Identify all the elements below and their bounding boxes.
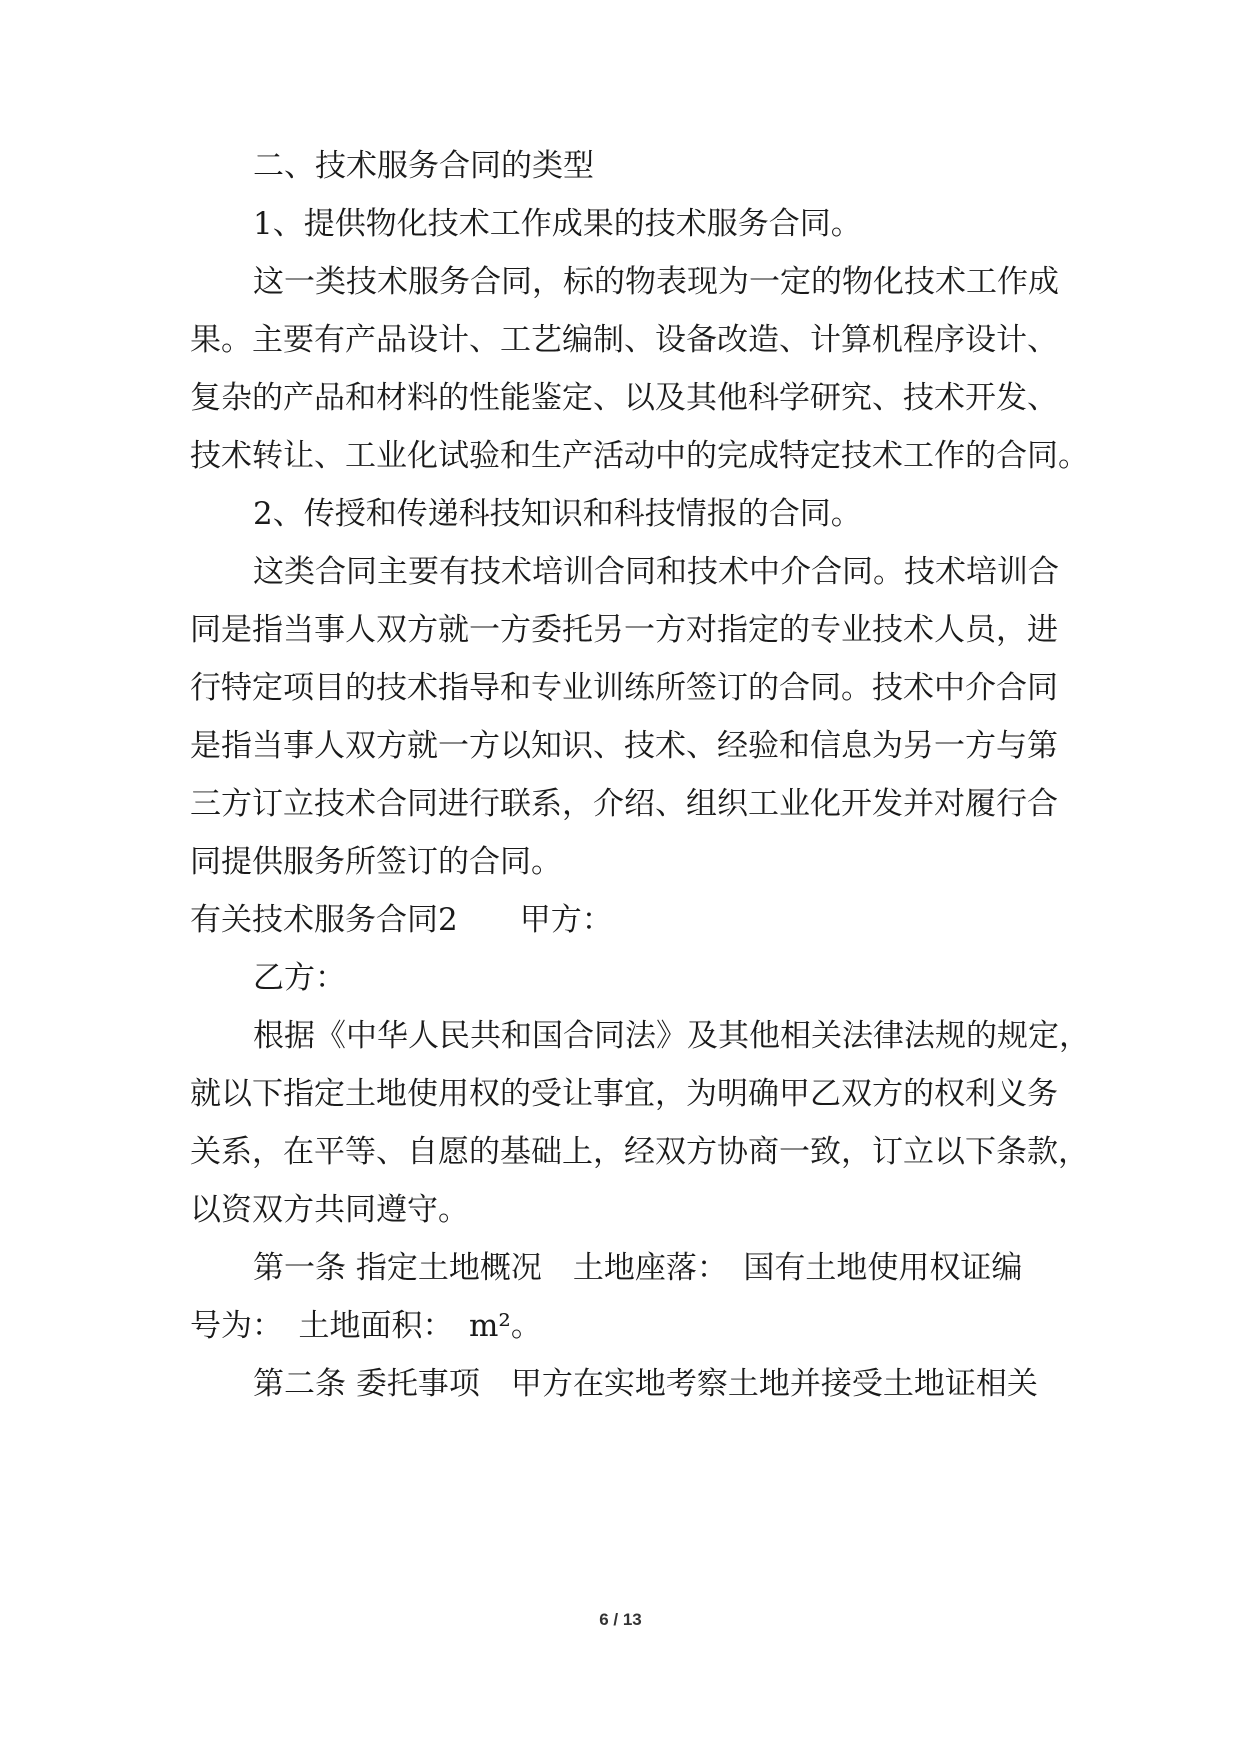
paragraph-line: 同提供服务所签订的合同。 xyxy=(190,844,562,880)
party-b-line: 乙方： xyxy=(253,960,346,996)
page-number: 6 / 13 xyxy=(599,1610,642,1629)
paragraph-line: 根据《中华人民共和国合同法》及其他相关法律法规的规定， xyxy=(253,1018,1090,1054)
article-line: 第一条 指定土地概况 土地座落： 国有土地使用权证编 xyxy=(253,1250,1023,1286)
paragraph-line: 是指当事人双方就一方以知识、技术、经验和信息为另一方与第 xyxy=(190,728,1058,764)
paragraph-line: 复杂的产品和材料的性能鉴定、以及其他科学研究、技术开发、 xyxy=(190,380,1058,416)
article-line: 第二条 委托事项 甲方在实地考察土地并接受土地证相关 xyxy=(253,1366,1038,1402)
contract-title-line: 有关技术服务合同2 甲方： xyxy=(190,902,613,938)
paragraph-line: 技术转让、工业化试验和生产活动中的完成特定技术工作的合同。 xyxy=(190,438,1089,474)
paragraph-line: 这类合同主要有技术培训合同和技术中介合同。技术培训合 xyxy=(253,554,1059,590)
article-line: 号为： 土地面积： m²。 xyxy=(190,1308,542,1344)
paragraph-line: 以资双方共同遵守。 xyxy=(190,1192,469,1228)
paragraph-line: 三方订立技术合同进行联系，介绍、组织工业化开发并对履行合 xyxy=(190,786,1058,822)
paragraph-line: 这一类技术服务合同，标的物表现为一定的物化技术工作成 xyxy=(253,264,1059,300)
section-heading: 二、技术服务合同的类型 xyxy=(253,148,594,184)
paragraph-line: 行特定项目的技术指导和专业训练所签订的合同。技术中介合同 xyxy=(190,670,1058,706)
paragraph-line: 就以下指定土地使用权的受让事宜，为明确甲乙双方的权利义务 xyxy=(190,1076,1058,1112)
list-item-heading: 1、提供物化技术工作成果的技术服务合同。 xyxy=(253,206,862,242)
list-item-heading: 2、传授和传递科技知识和科技情报的合同。 xyxy=(253,496,862,532)
paragraph-line: 果。主要有产品设计、工艺编制、设备改造、计算机程序设计、 xyxy=(190,322,1058,358)
paragraph-line: 同是指当事人双方就一方委托另一方对指定的专业技术人员，进 xyxy=(190,612,1058,648)
paragraph-line: 关系，在平等、自愿的基础上，经双方协商一致，订立以下条款， xyxy=(190,1134,1089,1170)
